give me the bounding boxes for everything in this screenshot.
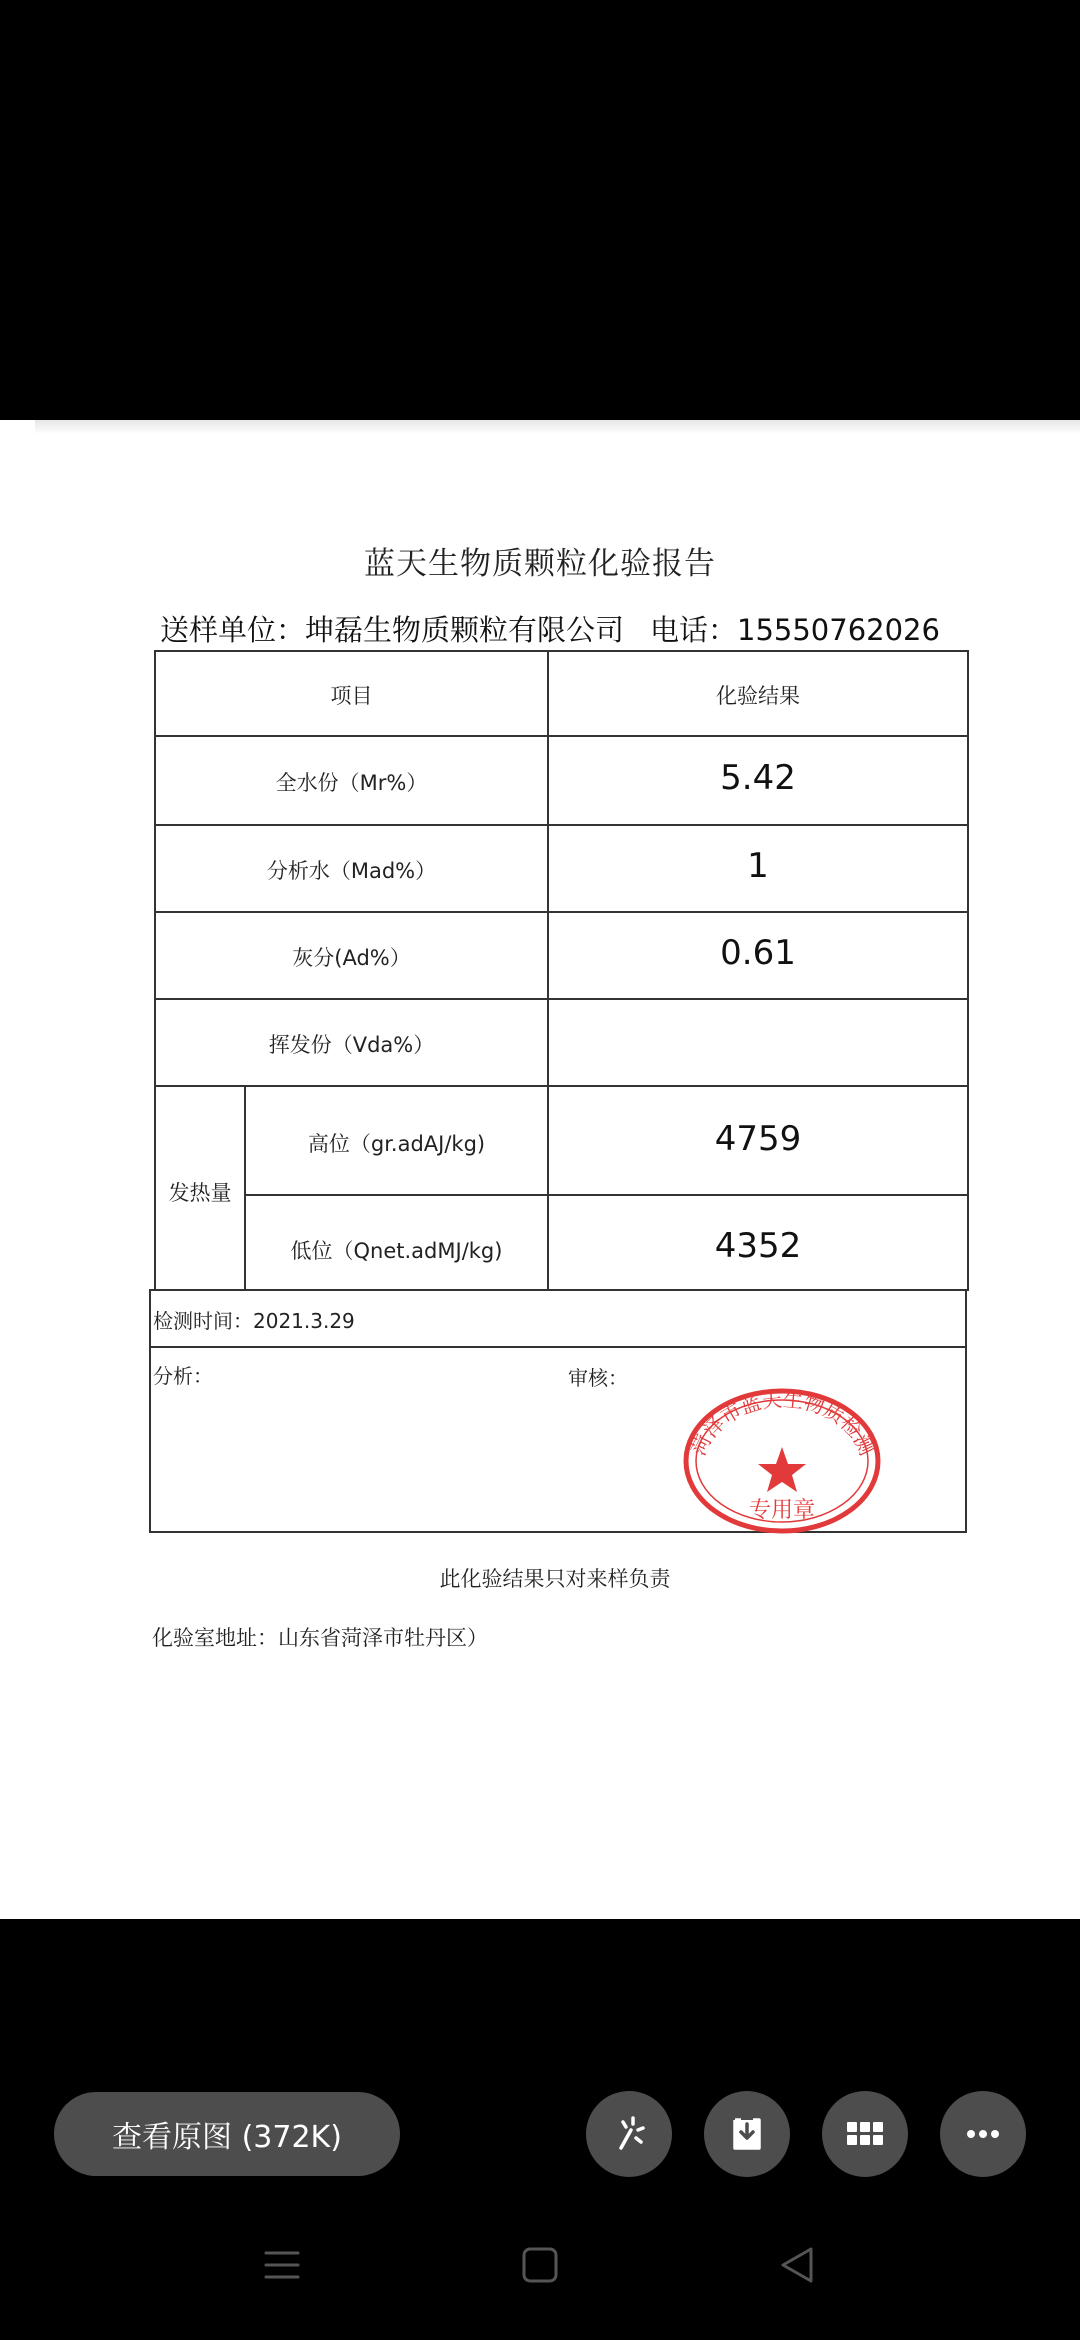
grid-button[interactable] [822,2091,908,2177]
row-value-analysis-water: 1 [747,846,769,886]
nav-menu-icon[interactable] [262,2245,302,2285]
row-value-ash: 0.61 [720,933,796,973]
analysis-label: 分析： [153,1364,213,1388]
heat-label: 发热量 [168,1181,232,1205]
phone-number: 电话：15550762026 [650,613,940,647]
heat-low-value: 4352 [714,1226,802,1266]
stamp-arc-text: 菏泽市蓝天生物质检测 [685,1387,880,1459]
grid-icon [843,2112,887,2156]
row-label-volatile: 挥发份（Vda%） [268,1033,435,1057]
heat-high-label: 高位（gr.adAJ/kg) [307,1132,486,1156]
nav-back-icon[interactable] [777,2245,817,2285]
test-time: 检测时间：2021.3.29 [153,1309,355,1333]
document-image[interactable] [0,420,1080,1919]
more-button[interactable] [940,2091,1026,2177]
row-label-moisture: 全水份（Mr%） [275,771,428,795]
row-label-ash: 灰分(Ad%） [292,946,411,970]
header-result: 化验结果 [716,684,800,708]
view-original-button[interactable]: 查看原图 (372K) [54,2092,400,2176]
sparkle-wand-icon [607,2112,651,2156]
sender-unit: 送样单位：坤磊生物质颗粒有限公司 [160,613,625,647]
report-table-grid [0,420,1080,1919]
more-dots-icon [961,2112,1005,2156]
row-label-analysis-water: 分析水（Mad%） [266,859,437,883]
heat-low-label: 低位（Qnet.adMJ/kg) [290,1239,503,1263]
heat-high-value: 4759 [714,1119,802,1159]
review-label: 审核： [568,1366,628,1390]
lab-address: 化验室地址：山东省菏泽市牡丹区） [152,1626,488,1650]
report-title: 蓝天生物质颗粒化验报告 [364,546,716,582]
header-item: 项目 [330,684,373,708]
nav-home-icon[interactable] [520,2245,560,2285]
download-button[interactable] [704,2091,790,2177]
stamp-bottom-text: 专用章 [748,1498,816,1523]
official-stamp-icon [680,1385,885,1535]
magic-edit-button[interactable] [586,2091,672,2177]
row-value-moisture: 5.42 [720,758,796,798]
download-icon [725,2112,769,2156]
disclaimer: 此化验结果只对来样负责 [439,1567,671,1591]
